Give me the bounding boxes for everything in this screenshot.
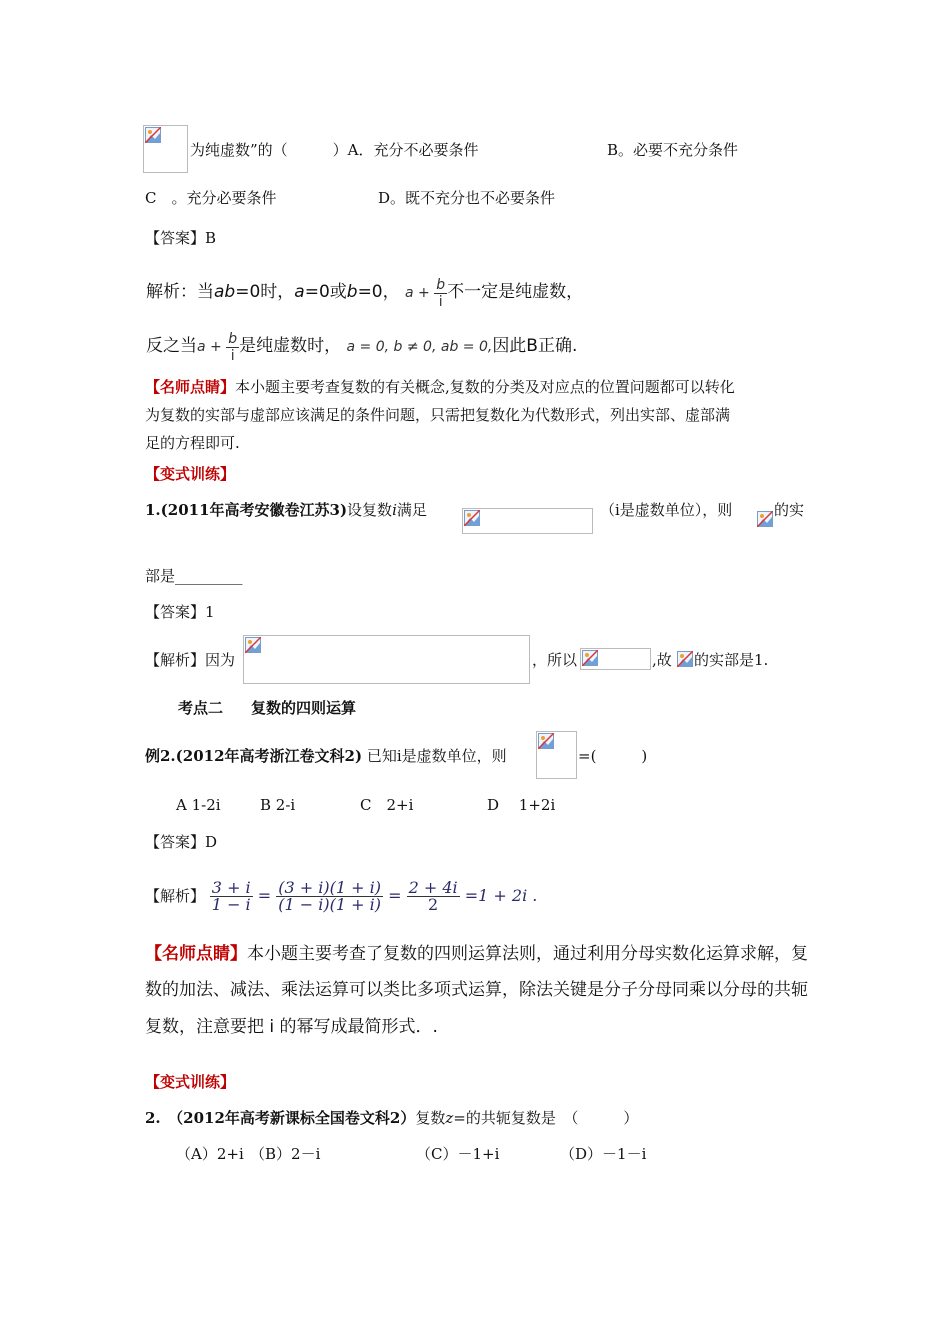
problem-2-option-d: （D）－1－i [560, 1145, 647, 1163]
text: 设复数 [347, 501, 393, 519]
answer-label: 【答案】 [145, 229, 206, 247]
formula-image-placeholder [536, 731, 577, 779]
explanation-line-1 [146, 272, 583, 313]
formula-image-placeholder [677, 651, 694, 668]
broken-image-icon [757, 511, 773, 527]
problem-1 [145, 500, 427, 520]
var-a: a [294, 282, 305, 302]
label: 【解析】 [145, 651, 206, 669]
text: 不一定是纯虚数， [447, 282, 584, 302]
example-2-option-c: C 2+i [360, 796, 414, 814]
tip-text: 本小题主要考查复数的有关概念,复数的分类及对应点的位置问题都可以转化 [235, 378, 735, 396]
explanation-2-label [145, 650, 235, 670]
text: 反之当 [146, 336, 197, 356]
equation: $\frac{3 + i}{1 - i}$ = $\frac{(3 + i)(1 + i)}{(1 - i)(1 + i)}$ = $\frac{2 + 4i}{2}$ =1 + 2i . [211, 878, 538, 914]
answer-3 [145, 832, 217, 852]
problem-1-cont: （i是虚数单位），则 [600, 501, 733, 519]
text: =0时， [235, 282, 295, 302]
tip-line-1 [145, 377, 735, 397]
answer-2 [145, 602, 215, 622]
problem-source: 2. （2012年高考新课标全国卷文科2） [145, 1109, 416, 1127]
explanation-2-c: ,故 [652, 651, 672, 669]
problem-source: 1.(2011年高考安徽卷江苏3) [145, 501, 348, 519]
text: 已知i是虚数单位，则 [366, 747, 507, 765]
label: 【解析】 [145, 887, 206, 905]
text: 是纯虚数时， [239, 336, 342, 356]
var-b: b [346, 282, 358, 302]
answer-value: B [205, 229, 217, 247]
var-ab: ab [214, 282, 236, 302]
expression: a + $\frac{b}{i}$ [405, 276, 446, 310]
example-source: 例2.(2012年高考浙江卷文科2) [145, 747, 363, 765]
example-2-tail: =( ) [578, 747, 648, 765]
tip-2-line-3: 复数，注意要把 i 的幂写成最简形式．. [145, 1017, 438, 1037]
answer-value: 1 [205, 603, 215, 621]
broken-image-icon [145, 127, 161, 143]
answer-value: D [205, 833, 218, 851]
text: 满足 [396, 501, 427, 519]
key-point-label: 考点二 [178, 699, 224, 717]
question-stem: 为纯虚数”的（ ）A．充分不必要条件 [190, 141, 479, 159]
explanation-3 [145, 872, 537, 920]
tip-label: 【名师点睛】 [145, 378, 236, 396]
var-i: i [392, 501, 397, 519]
explanation-line-2 [146, 326, 577, 367]
text: =的共轭复数是 （ ） [453, 1109, 639, 1127]
explanation-2-tail: 的实部是1. [694, 651, 769, 669]
example-2 [145, 746, 507, 766]
tip-text: 本小题主要考查了复数的四则运算法则，通过利用分母实数化运算求解，复 [247, 944, 808, 964]
problem-1-line-2: 部是_________ [145, 567, 243, 585]
problem-2-option-a: （A）2+i [176, 1145, 244, 1163]
problem-1-tail: 的实 [774, 501, 805, 519]
answer-label: 【答案】 [145, 603, 206, 621]
tip-2-line-2: 数的加法、减法、乘法运算可以类比多项式运算，除法关键是分子分母同乘以分母的共轭 [145, 980, 808, 1000]
text: =0， [357, 282, 400, 302]
text: 因为 [205, 651, 236, 669]
problem-2 [145, 1108, 638, 1128]
explanation-2-mid: ，所以 [532, 651, 578, 669]
var-z: z [445, 1109, 454, 1127]
fraction: $\frac{3 + i}{1 - i}$ [211, 878, 251, 914]
condition: a = 0, b ≠ 0, ab = 0, [346, 339, 493, 355]
text: 复数 [415, 1109, 446, 1127]
section-training: 【变式训练】 [145, 465, 236, 483]
broken-image-icon [538, 733, 554, 749]
example-2-option-d: D 1+2i [487, 796, 556, 814]
formula-image-placeholder [143, 125, 188, 173]
option-b: B。必要不充分条件 [607, 141, 739, 159]
option-d: D。既不充分也不必要条件 [378, 189, 556, 207]
option-c: C 。充分必要条件 [145, 189, 277, 207]
key-point-heading [178, 698, 356, 718]
fraction: $\frac{2 + 4i}{2}$ [408, 878, 458, 914]
text: 解析：当 [146, 282, 214, 302]
broken-image-icon [582, 650, 598, 666]
answer-1 [145, 228, 216, 248]
tip-line-2: 为复数的实部与虚部应该满足的条件问题，只需把复数化为代数形式，列出实部、虚部满 [145, 406, 731, 424]
broken-image-icon [245, 637, 261, 653]
key-point-title: 复数的四则运算 [251, 699, 357, 717]
fraction: $\frac{b}{i}$ [436, 276, 446, 310]
text: 因此B正确. [492, 336, 578, 356]
problem-2-option-b: （B）2－i [250, 1145, 321, 1163]
problem-2-option-c: （C）－1+i [416, 1145, 500, 1163]
text: =0或 [304, 282, 347, 302]
answer-label: 【答案】 [145, 833, 206, 851]
section-training-2: 【变式训练】 [145, 1073, 236, 1091]
fraction: $\frac{b}{i}$ [228, 330, 238, 364]
fraction: $\frac{(3 + i)(1 + i)}{(1 - i)(1 + i)}$ [278, 878, 381, 914]
tip-label: 【名师点睛】 [145, 944, 247, 964]
broken-image-icon [677, 651, 693, 667]
formula-image-placeholder [757, 510, 774, 528]
broken-image-icon [464, 510, 480, 526]
formula-image-placeholder [462, 508, 593, 534]
example-2-option-a: A 1-2i [176, 796, 221, 814]
example-2-option-b: B 2-i [260, 796, 296, 814]
expression: a + $\frac{b}{i}$ [197, 330, 238, 364]
tip-line-3: 足的方程即可. [145, 434, 240, 452]
formula-image-placeholder [243, 635, 530, 684]
formula-image-placeholder [580, 648, 651, 670]
tip-2-line-1 [145, 942, 808, 966]
